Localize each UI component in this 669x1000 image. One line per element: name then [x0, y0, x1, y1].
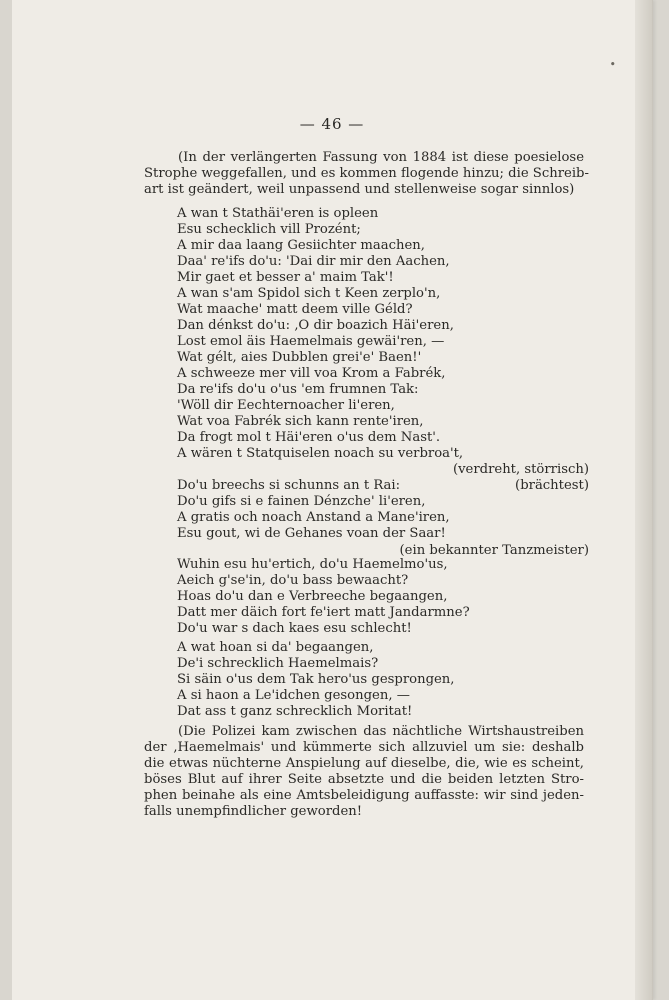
verse-line: Esu gout, wi de Gehanes voan der Saar! — [177, 526, 446, 542]
verse-line: A mir daa laang Gesiichter maachen, — [177, 238, 425, 254]
verse-line: 'Wöll dir Eechternoacher li'eren, — [177, 398, 395, 414]
outro-line: falls unempfindlicher geworden! — [144, 804, 363, 820]
outro-line: phen beinahe als eine Amtsbeleidigung auffasste: wir sind jeden- — [144, 788, 584, 804]
verse-line: Wuhin esu hu'ertich, do'u Haemelmo'us, — [177, 557, 448, 572]
page-number: — 46 — — [299, 115, 365, 133]
verse-line: A wären t Statquiselen noach su verbroa't, — [177, 446, 464, 461]
verse-line: Da frogt mol t Häi'eren o'us dem Nast'. — [177, 430, 441, 446]
intro-line: art ist geändert, weil unpassend und stellenweise sogar sinnlos) — [144, 182, 575, 198]
intro-line: (In der verlängerten Fassung von 1884 ist diese poesielose — [178, 150, 584, 165]
stanza-1 — [177, 206, 589, 286]
outro-line: der ‚Haemelmais' und kümmerte sich allzuviel um sie: deshalb — [144, 740, 584, 756]
page-edge-shadow — [635, 0, 652, 1000]
verse-line: Esu schecklich vill Prozént; — [177, 222, 361, 238]
verse-line: Daa' re'ifs do'u: 'Dai dir mir den Aachen, — [177, 254, 450, 270]
stanza-2 — [177, 286, 589, 366]
verse-line: Do'u breechs si schunns an t Rai: — [177, 478, 401, 494]
verse-line: Datt mer däich fort fe'iert matt Jandarmne? — [177, 605, 470, 621]
verse-line: Hoas do'u dan e Verbreeche begaangen, — [177, 589, 448, 605]
verse-line: Wat maache' matt deem ville Géld? — [177, 302, 413, 318]
verse-line: A gratis och noach Anstand a Mane'iren, — [177, 510, 450, 526]
stanza-3 — [177, 366, 589, 446]
outro-line: (Die Polizei kam zwischen das nächtliche Wirtshaustreiben — [178, 724, 584, 739]
verse-line: Lost emol äis Haemelmais gewäi'ren, — — [177, 334, 445, 350]
stanza-6 — [177, 640, 589, 720]
stanza-5 — [177, 557, 589, 637]
margin-mark: • — [609, 58, 616, 71]
verse-line: Wat voa Fabrék sich kann rente'iren, — [177, 414, 424, 430]
verse-line: Dat ass t ganz schrecklich Moritat! — [177, 704, 413, 720]
intro-paragraph — [144, 150, 589, 198]
verse-line: Wat gélt, aies Dubblen grei'e' Baen!' — [177, 350, 422, 366]
book-page — [12, 0, 652, 1000]
verse-gloss: (brächtest) — [515, 478, 589, 494]
verse-line: A wan t Stathäi'eren is opleen — [177, 206, 379, 221]
verse-line: Do'u gifs si e fainen Dénzche' li'eren, — [177, 494, 426, 510]
verse-line: Do'u war s dach kaes esu schlecht! — [177, 621, 412, 637]
verse-line: A schweeze mer vill voa Krom a Fabrék, — [177, 366, 446, 381]
verse-line: Dan dénkst do'u: ‚O dir boazich Häi'eren, — [177, 318, 454, 334]
outro-paragraph — [144, 724, 584, 821]
verse-gloss: (verdreht, störrisch) — [452, 462, 589, 478]
verse-line: Mir gaet et besser a' maim Tak'! — [177, 270, 394, 286]
stanza-4 — [177, 446, 589, 559]
verse-line: A wat hoan si da' begaangen, — [177, 640, 374, 655]
intro-line: Strophe weggefallen, und es kommen flogende hinzu; die Schreib- — [144, 166, 589, 182]
verse-line: Aeich g'se'in, do'u bass bewaacht? — [177, 573, 409, 589]
verse-line: De'i schrecklich Haemelmais? — [177, 656, 379, 672]
verse-line: A wan s'am Spidol sich t Keen zerplo'n, — [177, 286, 441, 301]
verse-line: Da re'ifs do'u o'us 'em frumnen Tak: — [177, 382, 419, 398]
outro-line: böses Blut auf ihrer Seite absetzte und die beiden letzten Stro- — [144, 772, 584, 788]
verse-line-with-gloss — [177, 478, 589, 494]
verse-line: A si haon a Le'idchen gesongen, — — [177, 688, 410, 704]
verse-gloss: (ein bekannter Tanzmeister) — [399, 542, 589, 558]
verse-line: Si säin o'us dem Tak hero'us gesprongen, — [177, 672, 455, 688]
outro-line: die etwas nüchterne Anspielung auf dieselbe, die, wie es scheint, — [144, 756, 584, 772]
